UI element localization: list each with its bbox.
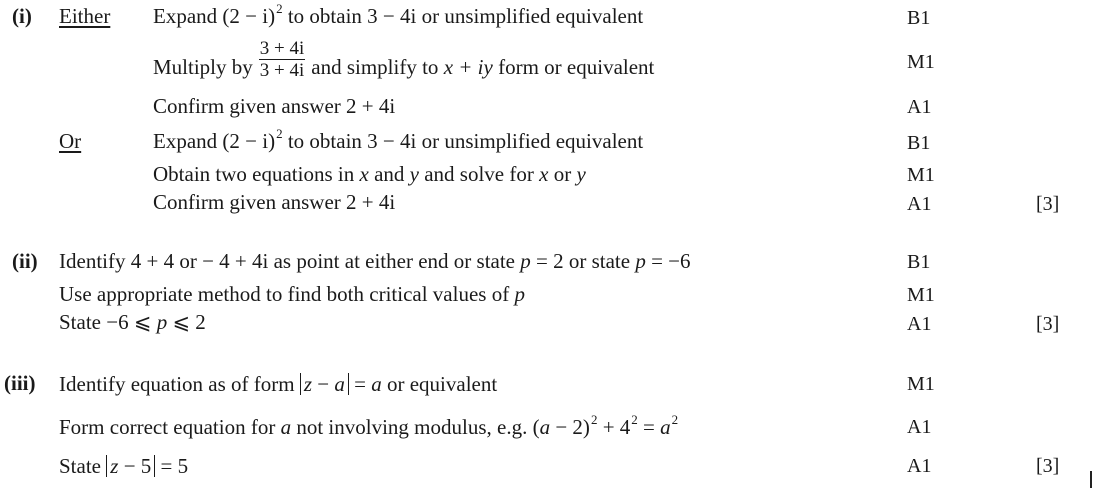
line-iii-3: State z − 5 = 5 xyxy=(59,454,189,478)
mark-i-2: M1 xyxy=(907,51,935,73)
mark-iii-3: A1 xyxy=(907,455,932,477)
line-i-6: Confirm given answer 2 + 4i xyxy=(153,190,396,214)
line-i-4: Expand $(2 - i)^2$ to obtain 3 − 4i or unsimplified equivalent xyxy=(153,126,644,153)
line-ii-1: Identify 4 + 4 or − 4 + 4i as point at either end or state p = 2 or state p = −6 xyxy=(59,249,691,273)
mark-ii-3: A1 xyxy=(907,313,932,335)
line-i-3: Confirm given answer 2 + 4i xyxy=(153,94,396,118)
mark-ii-2: M1 xyxy=(907,284,935,306)
part-label-ii: (ii) xyxy=(12,249,38,273)
line-i-5: Obtain two equations in x and y and solve for x or y xyxy=(153,162,586,186)
mark-i-6: A1 xyxy=(907,193,932,215)
total-i: [3] xyxy=(1036,193,1060,215)
mark-i-3: A1 xyxy=(907,96,932,118)
total-ii: [3] xyxy=(1036,313,1060,335)
line-ii-2: Use appropriate method to find both critical values of p xyxy=(59,282,525,306)
line-i-2: Multiply by $\frac{3 + 4i}{3 + 4i}$ and simplify to x + iy form or equivalent xyxy=(153,38,655,81)
part-label-i: (i) xyxy=(12,4,32,28)
method-label-either: Either xyxy=(59,4,111,28)
method-label-or: Or xyxy=(59,129,82,153)
line-iii-2: Form correct equation for a not involving modulus, e.g. $(a - 2)^2 + 4^2 = a^2$ xyxy=(59,412,679,439)
mark-iii-2: A1 xyxy=(907,416,932,438)
modulus: z − a xyxy=(300,373,349,395)
mark-iii-1: M1 xyxy=(907,373,935,395)
mark-i-4: B1 xyxy=(907,132,931,154)
line-i-1: Expand $(2 - i)^2$ to obtain 3 − 4i or unsimplified equivalent xyxy=(153,1,644,28)
text-cursor xyxy=(1090,471,1092,488)
mark-i-1: B1 xyxy=(907,7,931,29)
modulus: z − 5 xyxy=(106,455,155,477)
part-label-iii: (iii) xyxy=(4,371,36,395)
fraction: $\frac{3 + 4i}{3 + 4i}$ xyxy=(259,38,305,81)
line-ii-3: State −6 ⩽ p ⩽ 2 xyxy=(59,310,206,334)
mark-i-5: M1 xyxy=(907,164,935,186)
line-iii-1: Identify equation as of form z − a = a or equivalent xyxy=(59,372,498,396)
total-iii: [3] xyxy=(1036,455,1060,477)
mark-ii-1: B1 xyxy=(907,251,931,273)
